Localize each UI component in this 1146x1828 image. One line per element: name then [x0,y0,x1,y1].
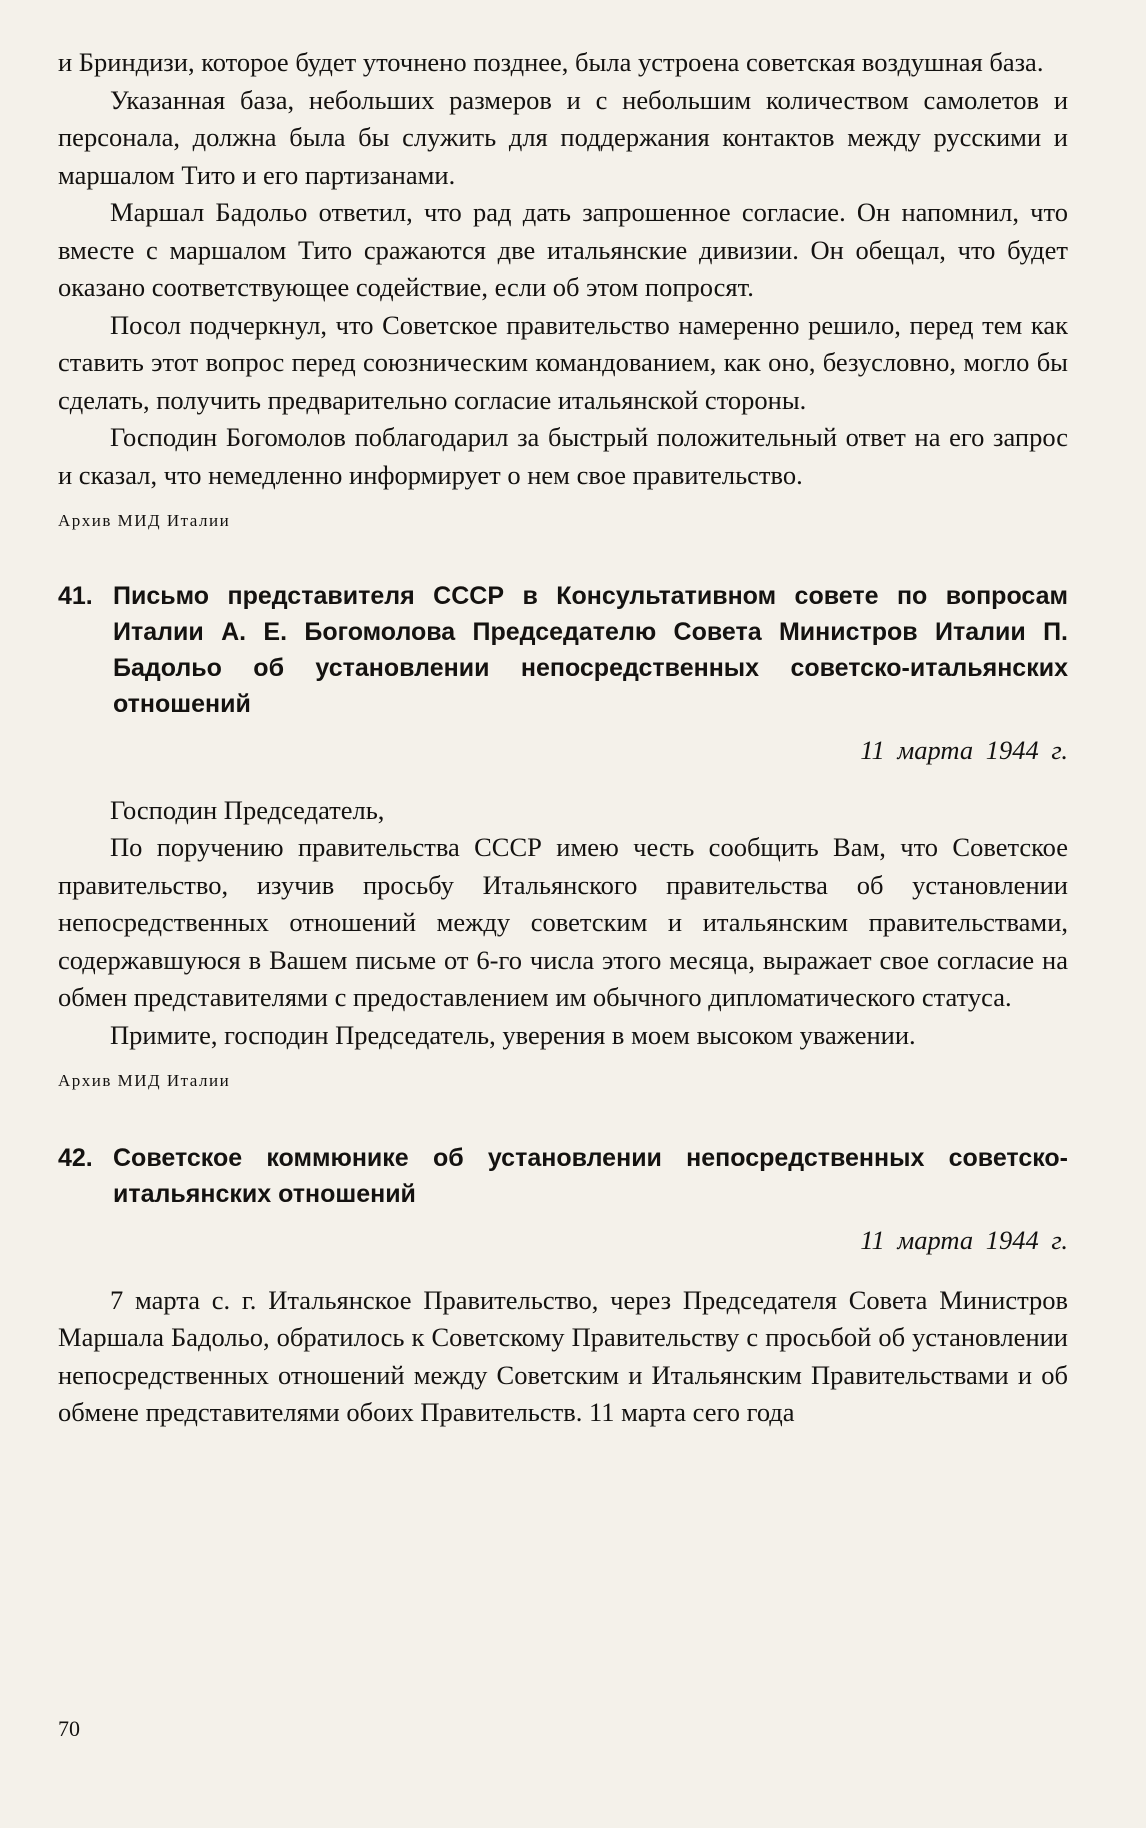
document-heading [58,1140,1068,1212]
paragraph: Посол подчеркнул, что Советское правительство намеренно решило, перед тем как ставить этот вопрос перед союзническим командованием, как оно, безусловно, могло бы сделать, получить предварительно согласие итальянской стороны. [58,309,1068,415]
archive-source: Архив МИД Италии [58,1071,231,1090]
archive-source: Архив МИД Италии [58,511,231,530]
document-number: 42. [58,1144,93,1172]
page-number: 70 [58,1716,80,1741]
salutation: Господин Председатель, [110,794,385,825]
paragraph: По поручению правительства СССР имею честь сообщить Вам, что Советское правительство, изучив просьбу Итальянского правительства об установлении непосредственных отношений между советским и итальянским правительствами, содержавшуюся в Вашем письме от 6-го числа этого месяца, выражает свое согласие на обмен представителями с предоставлением им обычного дипломатического статуса. [58,832,1068,1012]
paragraph: и Бриндизи, которое будет уточнено позднее, была устроена советская воздушная база. [58,47,1044,77]
document-number: 41. [58,582,93,610]
document-title: Письмо представителя СССР в Консультативном совете по вопросам Италии А. Е. Богомолова Председателю Совета Министров Италии П. Бадольо об установлении непосредственных советско-итальянских отношений [113,582,1068,718]
document-42 [58,1140,1068,1432]
document-date: 11 марта 1944 г. [860,1225,1068,1255]
page-body [58,44,1068,1432]
document-41 [58,578,1068,1092]
intro-section [58,44,1068,532]
document-title: Советское коммюнике об установлении непосредственных советско-итальянских отношений [113,1144,1068,1208]
paragraph: Маршал Бадольо ответил, что рад дать запрошенное согласие. Он напомнил, что вместе с маршалом Тито сражаются две итальянские дивизии. Он обещал, что будет оказано соответствующее содействие, если об этом попросят. [58,197,1068,302]
document-date: 11 марта 1944 г. [860,735,1068,765]
paragraph: Господин Богомолов поблагодарил за быстрый положительный ответ на его запрос и сказал, что немедленно информирует о нем свое правительство. [58,422,1068,490]
paragraph: 7 марта с. г. Итальянское Правительство, через Председателя Совета Министров Маршала Бадольо, обратилось к Советскому Правительству с просьбой об установлении непосредственных отношений между Советским и Итальянским Правительствами и об обмене представителями обоих Правительств. 11 марта сего года [58,1284,1068,1427]
paragraph: Указанная база, небольших размеров и с небольшим количеством самолетов и персонала, должна была бы служить для поддержания контактов между русскими и маршалом Тито и его партизанами. [58,84,1068,190]
document-heading [58,578,1068,722]
paragraph: Примите, господин Председатель, уверения в моем высоком уважении. [110,1019,916,1050]
